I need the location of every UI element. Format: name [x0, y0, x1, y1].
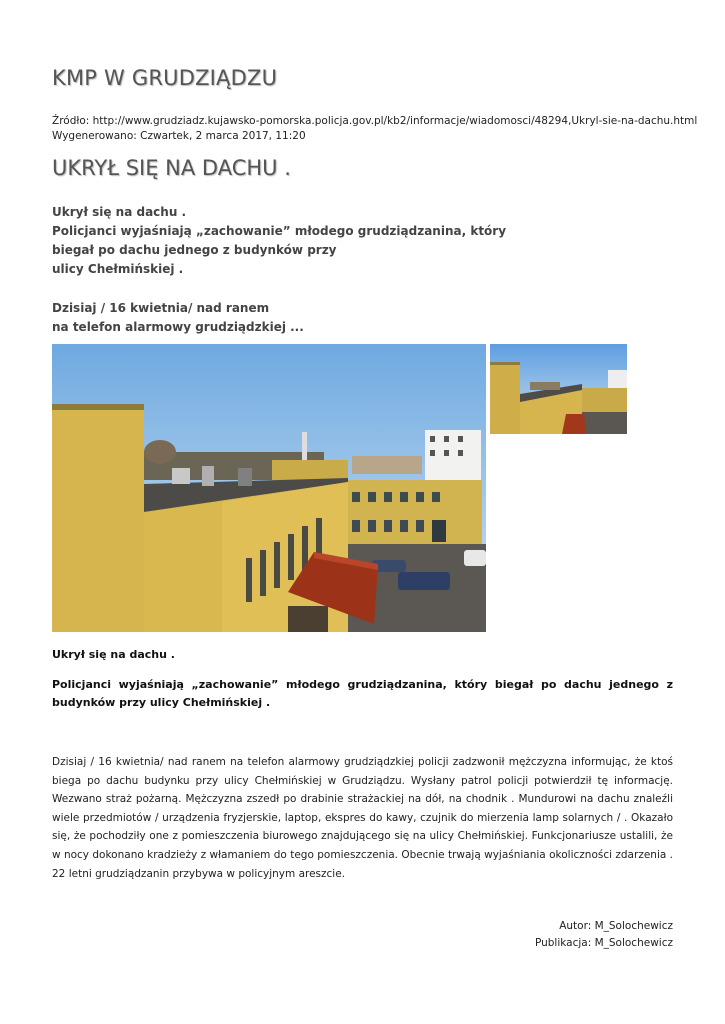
- generated-line: Wygenerowano: Czwartek, 2 marca 2017, 11:20: [52, 130, 306, 142]
- article-photo-thumbnail[interactable]: [490, 344, 627, 434]
- lead-line: Dzisiaj / 16 kwietnia/ nad ranem: [52, 301, 270, 315]
- author-line: Autor: M_Solochewicz: [559, 920, 673, 932]
- article-photo-main[interactable]: [52, 344, 486, 632]
- publication-line: Publikacja: M_Solochewicz: [534, 937, 673, 949]
- sub-lead: Policjanci wyjaśniają „zachowanie” młodego grudziądzanina, który biegał po dachu jednego z budynków przy ulicy Chełmińskiej .: [52, 678, 673, 709]
- sub-heading: Ukrył się na dachu .: [52, 648, 175, 661]
- source-line[interactable]: Źródło: http://www.grudziadz.kujawsko-pomorska.policja.gov.pl/kb2/informacje/wiadomosci/48294,Ukryl-sie-na-dachu.html: [52, 115, 698, 127]
- lead-line: ulicy Chełmińskiej .: [52, 262, 184, 276]
- lead-line: na telefon alarmowy grudziądzkiej ...: [52, 320, 304, 334]
- site-title: KMP W GRUDZIĄDZU: [52, 66, 278, 90]
- lead-line: Ukrył się na dachu .: [52, 205, 187, 219]
- lead-line: Policjanci wyjaśniają „zachowanie” młodego grudziądzanina, który: [52, 224, 507, 238]
- lead-line: biegał po dachu jednego z budynków przy: [52, 243, 337, 257]
- article-title: UKRYŁ SIĘ NA DACHU .: [52, 156, 291, 180]
- article-body: Dzisiaj / 16 kwietnia/ nad ranem na telefon alarmowy grudziądzkiej policji zadzwonił mężczyzna informując, że ktoś biega po dachu budynku przy ulicy Chełmińskiej w Grudziądzu. Wysłany patrol policji potwierdził tę informację. Wezwano straż pożarną. Mężczyzna zszedł po drabinie strażackiej na dół, na chodnik . Mundurowi na dachu znaleźli wiele przedmiotów / urządzenia fryzjerskie, laptop, ekspres do kawy, czujnik do mierzenia lamp solarnych / . Okazało się, że pochodziły one z pomieszczenia biurowego znajdującego się na ulicy Chełmińskiej. Funkcjonariusze ustalili, że w nocy dokonano kradzieży z włamaniem do tego pomieszczenia. Obecnie trwają wyjaśniania okoliczności zdarzenia . 22 letni grudziądzanin przybywa w policyjnym areszcie.: [52, 756, 673, 880]
